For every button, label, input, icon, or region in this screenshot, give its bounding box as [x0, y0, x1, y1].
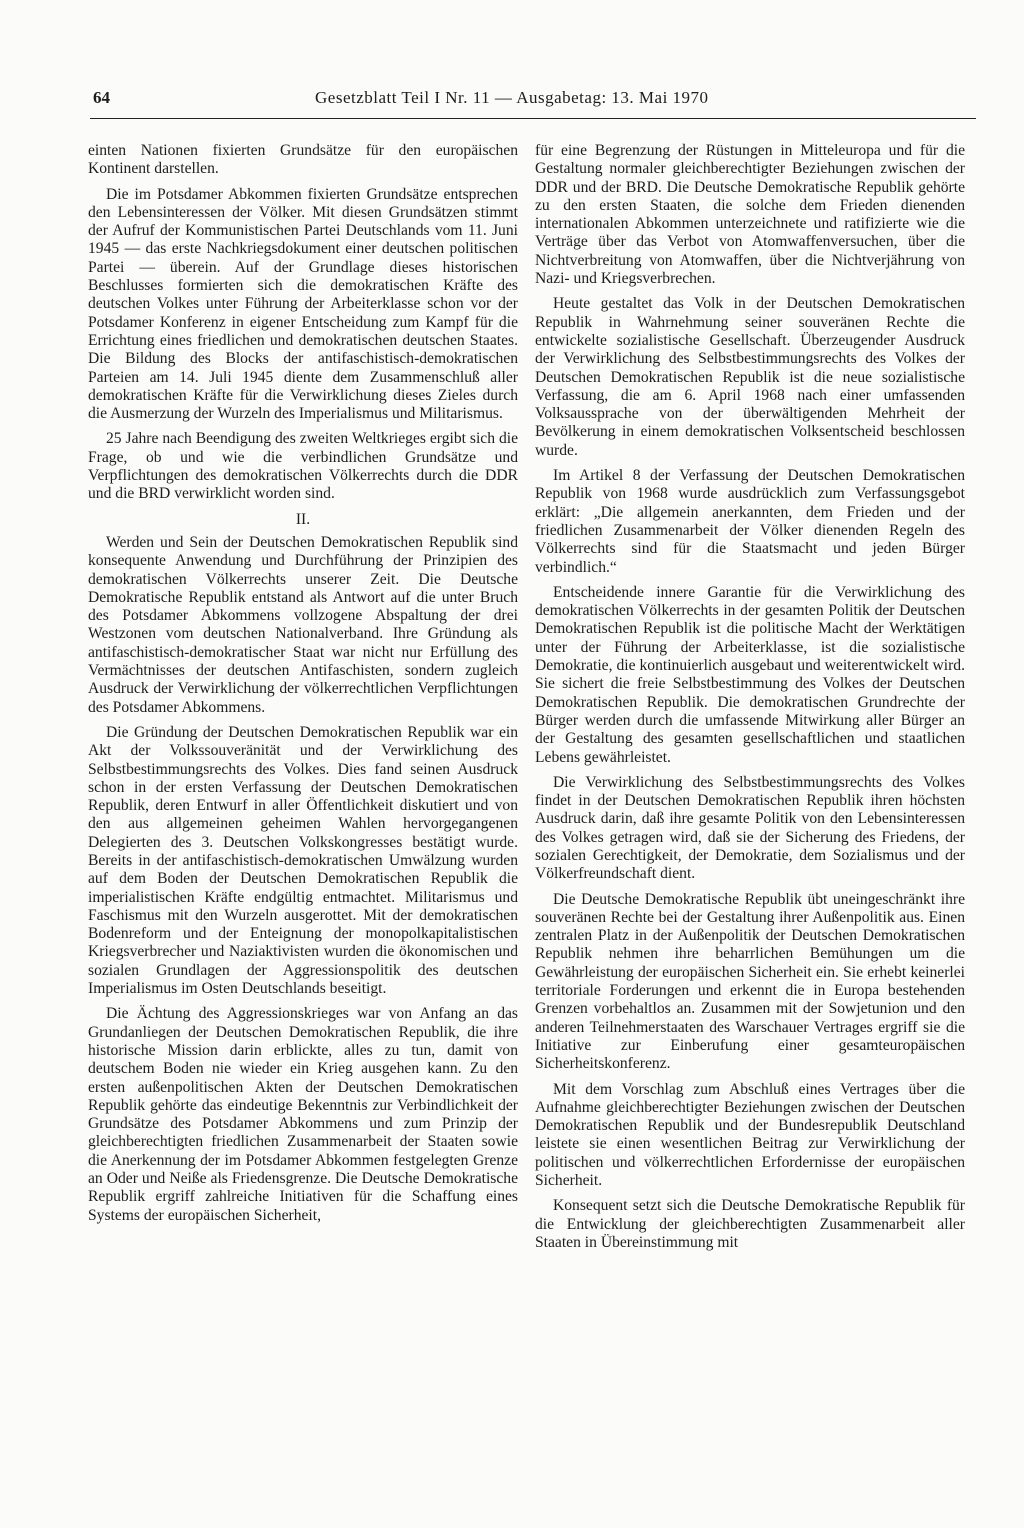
paragraph: 25 Jahre nach Beendigung des zweiten Weltkrieges ergibt sich die Frage, ob und wie die verbindlichen Grundsätze und Verpflichtungen des demokratischen Völkerrechts durch die DDR und die BRD verwirklicht worden sind. — [88, 430, 518, 503]
paragraph: Im Artikel 8 der Verfassung der Deutschen Demokratischen Republik von 1968 wurde ausdrücklich zum Verfassungsgebot erklärt: „Die allgemein anerkannten, dem Frieden und der friedlichen Zusammenarbeit der Völker dienenden Regeln des Völkerrechts sind für die Staatsmacht und jeden Bürger verbindlich.“ — [535, 467, 965, 576]
page-number: 64 — [93, 88, 110, 107]
paragraph: Heute gestaltet das Volk in der Deutschen Demokratischen Republik in Wahrnehmung seiner souveränen Rechte die entwickelte sozialistische Gesellschaft. Überzeugender Ausdruck der Verwirklichung des Selbstbestimmungsrechts des Volkes der Deutschen Demokratischen Republik ist die neue sozialistische Verfassung, die am 6. April 1968 nach einer umfassenden Volksaussprache von der überwältigenden Mehrheit der Bevölkerung in einem demokratischen Volksentscheid beschlossen wurde. — [535, 295, 965, 459]
left-column — [88, 142, 518, 1232]
section-heading: II. — [295, 510, 311, 528]
right-column — [535, 142, 965, 1259]
paragraph: Konsequent setzt sich die Deutsche Demokratische Republik für die Entwicklung der gleichberechtigten Zusammenarbeit aller Staaten in Übereinstimmung mit — [535, 1197, 965, 1251]
paragraph: Die Deutsche Demokratische Republik übt uneingeschränkt ihre souveränen Rechte bei der Gestaltung ihrer Außenpolitik aus. Einen zentralen Platz in der Außenpolitik der Deutschen Demokratischen Republik nehmen ihre beharrlichen Bemühungen um die Gewährleistung der europäischen Sicherheit ein. Sie erhebt keinerlei territoriale Forderungen und erkennt die in Europa bestehenden Grenzen vorbehaltlos an. Zusammen mit der Sowjetunion und den anderen Teilnehmerstaaten des Warschauer Vertrages ergriff sie die Initiative zur Einberufung einer gesamteuropäischen Sicherheitskonferenz. — [535, 890, 965, 1073]
header-rule — [90, 118, 976, 119]
paragraph: Die Ächtung des Aggressionskrieges war von Anfang an das Grundanliegen der Deutschen Demokratischen Republik, die ihre historische Mission darin erblickte, alles zu tun, damit von deutschem Boden nie wieder ein Krieg ausgehen kann. Zu den ersten außenpolitischen Akten der Deutschen Demokratischen Republik gehörte das eindeutige Bekenntnis zur Verbindlichkeit der Grundsätze des Potsdamer Abkommens und zum Prinzip der gleichberechtigten friedlichen Zusammenarbeit der Staaten sowie die Anerkennung der im Potsdamer Abkommen festgelegten Grenze an Oder und Neiße als Friedensgrenze. Die Deutsche Demokratische Republik ergriff zahlreiche Initiativen für die Schaffung eines Systems der europäischen Sicherheit, — [88, 1005, 518, 1224]
paragraph: Werden und Sein der Deutschen Demokratischen Republik sind konsequente Anwendung und Durchführung der Prinzipien des demokratischen Völkerrechts unserer Zeit. Die Deutsche Demokratische Republik entstand als Antwort auf die unter Bruch des Potsdamer Abkommens vollzogene Abspaltung der drei Westzonen vom deutschen Nationalverband. Ihre Gründung als antifaschistisch-demokratischer Staat war nicht nur Erfüllung des Vermächtnisses der deutschen Antifaschisten, sondern zugleich Ausdruck der Verwirklichung der völkerrechtlichen Verpflichtungen des Potsdamer Abkommens. — [88, 533, 518, 716]
paragraph: Die Gründung der Deutschen Demokratischen Republik war ein Akt der Volkssouveränität und der Verwirklichung des Selbstbestimmungsrechts des Volkes. Dies fand seinen Ausdruck schon in der ersten Verfassung der Deutschen Demokratischen Republik, deren Entwurf in aller Öffentlichkeit diskutiert und von den aus allgemeinen geheimen Wahlen hervorgegangenen Delegierten des 3. Deutschen Volkskongresses bestätigt wurde. Bereits in der antifaschistisch-demokratischen Umwälzung wurden auf dem Boden der Deutschen Demokratischen Republik die imperialistischen Kräfte endgültig entmachtet. Militarismus und Faschismus mit den Wurzeln ausgerottet. Mit der demokratischen Bodenreform und der Enteignung der monopolkapitalistischen Kriegsverbrecher und Naziaktivisten wurden die ökonomischen und sozialen Grundlagen der Aggressionspolitik des deutschen Imperialismus im Osten Deutschlands beseitigt. — [88, 723, 518, 998]
paragraph: einten Nationen fixierten Grundsätze für den europäischen Kontinent darstellen. — [88, 142, 518, 178]
paragraph: Entscheidende innere Garantie für die Verwirklichung des demokratischen Völkerrechts in der gesamten Politik der Deutschen Demokratischen Republik ist die politische Macht der Werktätigen unter der Führung der Arbeiterklasse, ist die sozialistische Demokratie, die kontinuierlich ausgebaut und weiterentwickelt wird. Sie sichert die freie Selbstbestimmung des Volkes der Deutschen Demokratischen Republik. Die demokratischen Grundrechte der Bürger werden durch die umfassende Mitwirkung aller Bürger an der Gestaltung des gesamten gesellschaftlichen und staatlichen Lebens gewährleistet. — [535, 583, 965, 766]
running-head: Gesetzblatt Teil I Nr. 11 — Ausgabetag: 13. Mai 1970 — [315, 88, 709, 107]
paragraph: Mit dem Vorschlag zum Abschluß eines Vertrages über die Aufnahme gleichberechtigter Beziehungen zwischen der Deutschen Demokratischen Republik und der Bundesrepublik Deutschland leistete sie einen wesentlichen Beitrag zur Verwirklichung der politischen und völkerrechtlichen Erfordernisse der europäischen Sicherheit. — [535, 1080, 965, 1190]
paragraph: Die Verwirklichung des Selbstbestimmungsrechts des Volkes findet in der Deutschen Demokratischen Republik ihren höchsten Ausdruck darin, daß ihre gesamte Politik von den Lebensinteressen des Volkes getragen wird, daß sie der Sicherung des Friedens, der sozialen Gerechtigkeit, der Demokratie, dem Sozialismus und der Völkerfreundschaft dient. — [535, 773, 965, 883]
paragraph: Die im Potsdamer Abkommen fixierten Grundsätze entsprechen den Lebensinteressen der Völker. Mit diesen Grundsätzen stimmt der Aufruf der Kommunistischen Partei Deutschlands vom 11. Juni 1945 — das erste Nachkriegsdokument einer deutschen politischen Partei — überein. Auf der Grundlage dieses historischen Beschlusses formierten sich die demokratischen Kräfte des deutschen Volkes unter Führung der Arbeiterklasse schon vor der Potsdamer Konferenz in eigener Entscheidung zum Kampf für die Errichtung eines friedlichen und demokratischen deutschen Staates. Die Bildung des Blocks der antifaschistisch-demokratischen Parteien am 14. Juli 1945 diente dem Zusammenschluß aller demokratischen Kräfte für die Verwirklichung dieses Zieles durch die Ausmerzung der Wurzeln des Imperialismus und Militarismus. — [88, 185, 518, 423]
paragraph: für eine Begrenzung der Rüstungen in Mitteleuropa und für die Gestaltung normaler gleichberechtigter Beziehungen zwischen der DDR und der BRD. Die Deutsche Demokratische Republik gehörte zu den ersten Staaten, die solche dem Frieden dienenden internationalen Abkommen unterzeichnete und ratifizierte wie die Verträge über das Verbot von Atomwaffenversuchen, über die Nichtverbreitung von Atomwaffen, über die Nichtverjährung von Nazi- und Kriegsverbrechen. — [535, 142, 965, 288]
